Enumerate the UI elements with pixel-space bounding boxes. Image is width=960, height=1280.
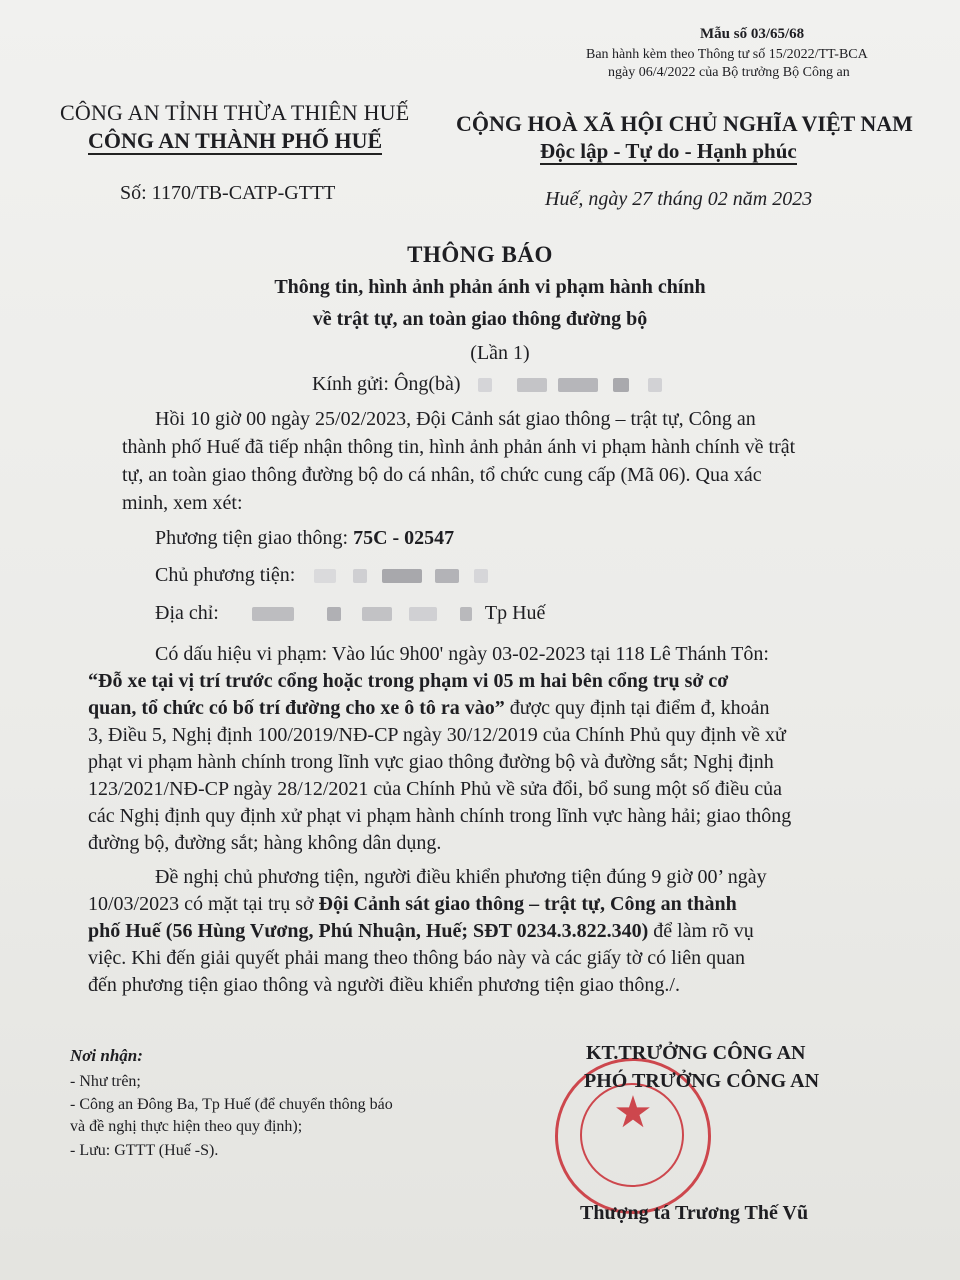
violation-line3: quan, tổ chức có bố trí đường cho xe ô tô ra vào” được quy định tại điểm đ, khoản [88, 697, 770, 719]
request-line1: Đề nghị chủ phương tiện, người điều khiển phương tiện đúng 9 giờ 00’ ngày [155, 866, 767, 888]
p1-line2: thành phố Huế đã tiếp nhận thông tin, hình ảnh phản ánh vi phạm hành chính về trật [122, 436, 796, 458]
redacted-address [252, 602, 477, 624]
signature-title-2: PHÓ TRƯỞNG CÔNG AN [584, 1070, 820, 1092]
recipient-line [312, 373, 662, 396]
request-line3: phố Huế (56 Hùng Vương, Phú Nhuận, Huế; SĐT 0234.3.822.340) để làm rõ vụ [88, 920, 754, 942]
recipient-label: Kính gửi: Ông(bà) [312, 373, 461, 395]
document-number: Số: 1170/TB-CATP-GTTT [120, 182, 336, 204]
form-issue-line: Ban hành kèm theo Thông tư số 15/2022/TT-BCA [586, 47, 868, 62]
document-title: THÔNG BÁO [407, 242, 553, 267]
address-label: Địa chỉ: [155, 602, 219, 624]
vehicle-plate: 75C - 02547 [353, 527, 455, 549]
request-line5: đến phương tiện giao thông và người điều khiển phương tiện giao thông./. [88, 974, 680, 996]
owner-label: Chủ phương tiện: [155, 564, 296, 586]
document-subtitle-2: về trật tự, an toàn giao thông đường bộ [312, 308, 648, 330]
violation-line6: 123/2021/NĐ-CP ngày 28/12/2021 của Chính Phủ về sửa đổi, bổ sung một số điều của [88, 778, 782, 800]
violation-line5: phạt vi phạm hành chính trong lĩnh vực giao thông đường bộ và đường sắt; Nghị định [88, 751, 774, 773]
receiver-item: và đề nghị thực hiện theo quy định); [70, 1118, 303, 1135]
date-line: Huế, ngày 27 tháng 02 năm 2023 [545, 188, 813, 210]
redacted-owner [314, 564, 488, 586]
signer-name: Thượng tá Trương Thế Vũ [580, 1202, 809, 1224]
owner-line [155, 564, 488, 587]
p1-line3: tự, an toàn giao thông đường bộ do cá nhân, tổ chức cung cấp (Mã 06). Qua xác [122, 464, 762, 486]
violation-line1: Có dấu hiệu vi phạm: Vào lúc 9h00' ngày 03-02-2023 tại 118 Lê Thánh Tôn: [155, 643, 769, 665]
nation-title: CỘNG HOÀ XÃ HỘI CHỦ NGHĨA VIỆT NAM [456, 111, 913, 136]
notice-count: (Lần 1) [470, 342, 530, 364]
p1-line1: Hồi 10 giờ 00 ngày 25/02/2023, Đội Cảnh sát giao thông – trật tự, Công an [155, 408, 756, 430]
violation-line2: “Đỗ xe tại vị trí trước cổng hoặc trong phạm vi 05 m hai bên cổng trụ sở cơ [88, 670, 729, 692]
p1-line4: minh, xem xét: [122, 492, 243, 514]
receivers-title: Nơi nhận: [70, 1046, 143, 1065]
violation-line4: 3, Điều 5, Nghị định 100/2019/NĐ-CP ngày 30/12/2019 của Chính Phủ quy định về xử [88, 724, 786, 746]
agency-parent: CÔNG AN TỈNH THỪA THIÊN HUẾ [60, 100, 410, 125]
receiver-item: - Lưu: GTTT (Huế -S). [70, 1142, 219, 1159]
request-line2: 10/03/2023 có mặt tại trụ sở Đội Cảnh sát giao thông – trật tự, Công an thành [88, 893, 737, 915]
agency-name: CÔNG AN THÀNH PHỐ HUẾ [88, 128, 383, 153]
form-issue-date-line: ngày 06/4/2022 của Bộ trưởng Bộ Công an [608, 65, 850, 80]
star-emblem-icon: ★ [613, 1088, 653, 1137]
address-city: Tp Huế [484, 602, 546, 624]
receiver-item: - Như trên; [70, 1073, 141, 1090]
document-subtitle-1: Thông tin, hình ảnh phản ánh vi phạm hành chính [274, 276, 706, 298]
vehicle-line [155, 527, 454, 550]
violation-line7: các Nghị định quy định xử phạt vi phạm hành chính trong lĩnh vực hàng hải; giao thông [88, 805, 792, 827]
national-motto: Độc lập - Tự do - Hạnh phúc [540, 139, 797, 163]
vehicle-label: Phương tiện giao thông: [155, 527, 354, 549]
address-line [155, 602, 545, 625]
redacted-name [478, 373, 662, 395]
request-line4: việc. Khi đến giải quyết phải mang theo thông báo này và các giấy tờ có liên quan [88, 947, 746, 969]
receiver-item: - Công an Đông Ba, Tp Huế (để chuyển thông báo [70, 1096, 393, 1113]
signature-title-1: KT.TRƯỞNG CÔNG AN [586, 1042, 806, 1064]
violation-line8: đường bộ, đường sắt; hàng không dân dụng. [88, 832, 442, 854]
form-number: Mẫu số 03/65/68 [700, 26, 805, 42]
